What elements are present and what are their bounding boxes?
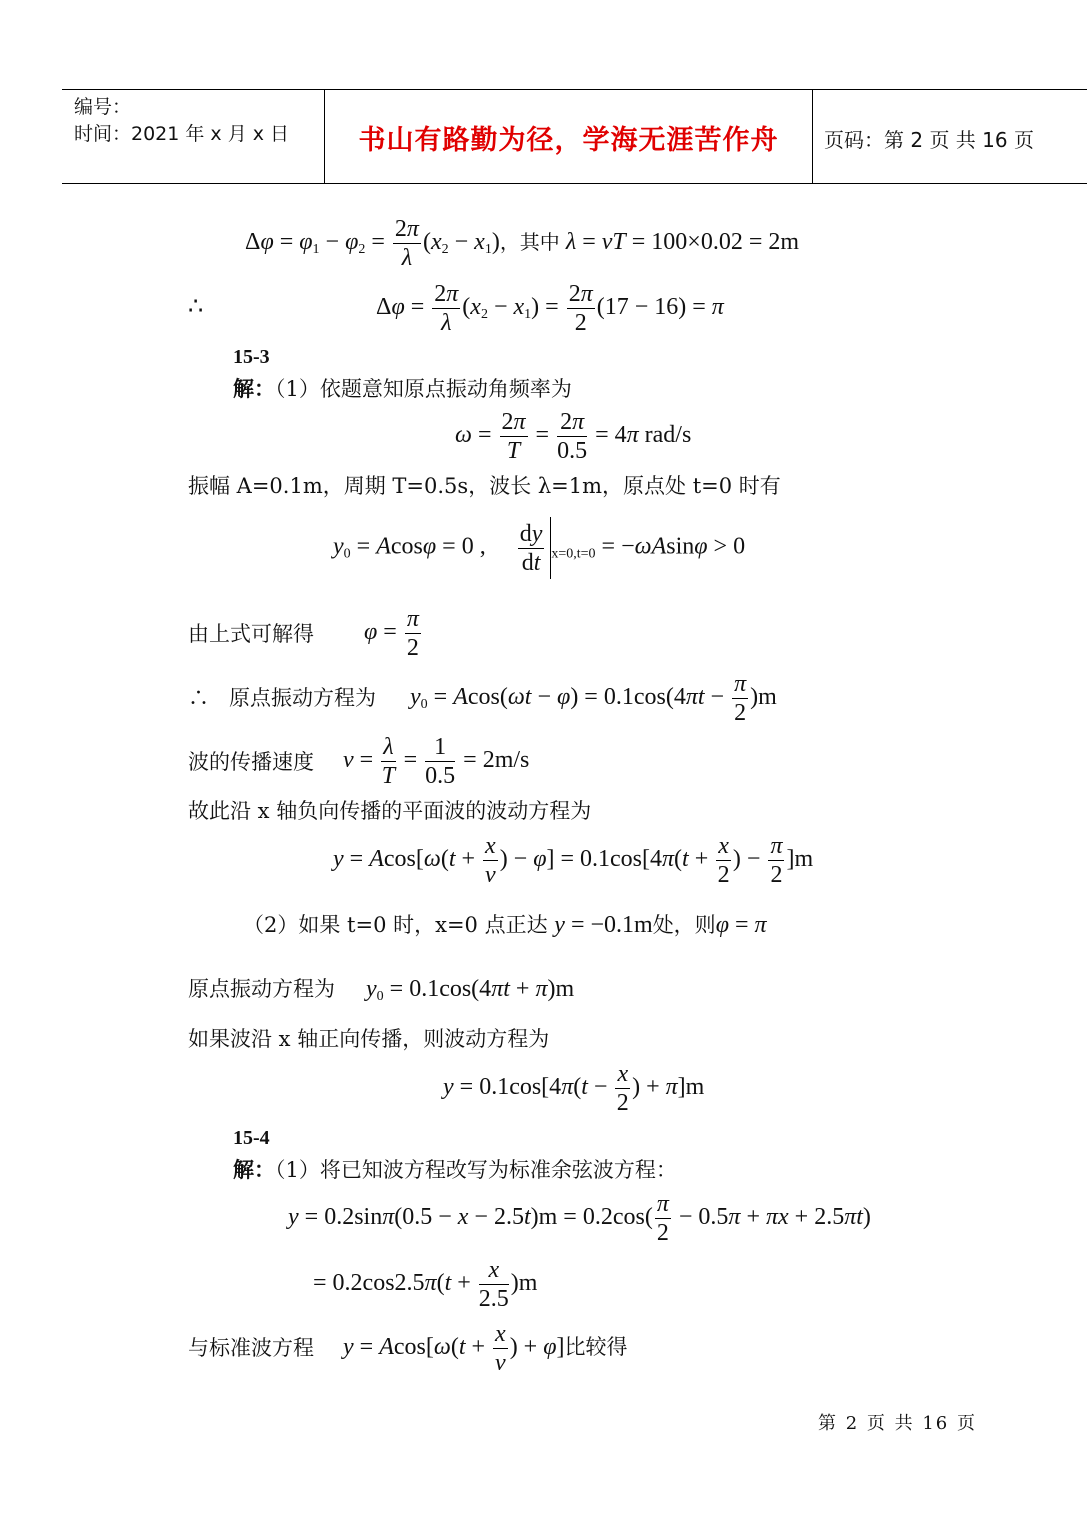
- equation-phase-diff: $\Delta\varphi = \varphi_1 - \varphi_2$ = $\frac{2\pi}{\lambda}$ $(x_2 - x_1)$，其中 λ = vT = 100×0.02 = 2m: [245, 216, 800, 271]
- paragraph-text: （1）将已知波方程改写为标准余弦波方程：: [275, 1158, 677, 1182]
- equation-standard: y = Acos[ω(t + $\frac{x}{v}$ ) + φ]比较得: [343, 1321, 628, 1376]
- equation-initial: $y_0 = Acos\varphi = 0$ , $\frac{dy}{dt}$ $_{x=0,t=0}$ = −ωAsinφ > 0: [333, 517, 745, 579]
- solve-line: 由上式可解得: [188, 622, 314, 646]
- wave-eq-line: 故此沿 x 轴负向传播的平面波的波动方程为: [188, 799, 592, 823]
- positive-direction-line: 如果波沿 x 轴正向传播，则波动方程为: [188, 1027, 550, 1051]
- compare-label: 与标准波方程: [188, 1336, 314, 1360]
- therefore-symbol: ∴: [188, 686, 209, 710]
- origin-eq2-label: 原点振动方程为: [188, 977, 335, 1001]
- p2-tail: 处，则: [652, 913, 716, 937]
- therefore-symbol: ∴: [188, 294, 204, 320]
- equation-phi: φ = $\frac{\pi}{2}$: [364, 606, 419, 661]
- origin-eq-label: 原点振动方程为: [229, 686, 377, 710]
- equation-origin-2: $y_0 = 0.1\cos(4\pi t + \pi)m$: [366, 976, 575, 1004]
- header-meta: [74, 94, 289, 148]
- page-label: 页码：第 2 页 共 16 页: [824, 128, 1034, 152]
- paragraph: [233, 1156, 677, 1184]
- header-table: [62, 89, 1087, 184]
- number-label: 编号：: [74, 96, 132, 118]
- divider: [812, 90, 813, 183]
- paragraph-text: （1）依题意知原点振动角频率为: [275, 377, 572, 401]
- therefore-line: [188, 684, 376, 712]
- equation-origin: $y_0 = Acos(\omega t - \varphi) = 0.1\cos(4\pi t$ − $\frac{\pi}{2}$ )m: [410, 671, 777, 726]
- equation-omega: ω = $\frac{2\pi}{T}$ = $\frac{2\pi}{0.5}$ = 4π rad/s: [455, 409, 692, 464]
- compare-tail: 比较得: [564, 1335, 628, 1360]
- equation-rewrite-1: y = 0.2sinπ(0.5 − x − 2.5t)m = 0.2cos( $\frac{\pi}{2}$ − 0.5π + πx + 2.5πt): [288, 1191, 871, 1246]
- motto: 书山有路勤为径，学海无涯苦作舟: [358, 125, 779, 156]
- paragraph: [233, 375, 572, 403]
- section-heading: 15-4: [233, 1127, 270, 1149]
- equation-wave-positive: y = 0.1cos[4π(t − $\frac{x}{2}$ ) + π]m: [443, 1061, 705, 1116]
- jie-label: 解：: [233, 1157, 275, 1182]
- equation-wave: y = Acos[ω(t + $\frac{x}{v}$ ) − φ] = 0.1cos[4π(t + $\frac{x}{2}$ ) − $\frac{\pi}{2}$ ]m: [333, 833, 814, 888]
- section-heading: 15-3: [233, 346, 270, 368]
- paragraph-2: （2）如果 t=0 时，x=0 点正达 y = −0.1m处，则φ = π: [243, 912, 767, 938]
- p2-text: （2）如果 t=0 时，x=0 点正达: [243, 913, 548, 937]
- equation-rewrite-2: = 0.2cos2.5π(t + $\frac{x}{2.5}$ )m: [313, 1257, 538, 1312]
- wave-speed-label: 波的传播速度: [188, 750, 314, 774]
- amplitude-line: 振幅 A=0.1m，周期 T=0.5s，波长 λ=1m，原点处 t=0 时有: [188, 474, 781, 498]
- jie-label: 解：: [233, 376, 275, 401]
- inline-text: ，其中: [499, 230, 560, 255]
- time-label: 时间：2021 年 x 月 x 日: [74, 123, 290, 145]
- page-footer: 第 2 页 共 16 页: [818, 1413, 977, 1434]
- equation-speed: v = $\frac{\lambda}{T}$ = $\frac{1}{0.5}$ = 2m/s: [343, 734, 530, 789]
- equation-phase-result: Δφ = $\frac{2\pi}{\lambda}$ $(x_2 - x_1)$ = $\frac{2\pi}{2}$ (17 − 16) = π: [376, 281, 724, 336]
